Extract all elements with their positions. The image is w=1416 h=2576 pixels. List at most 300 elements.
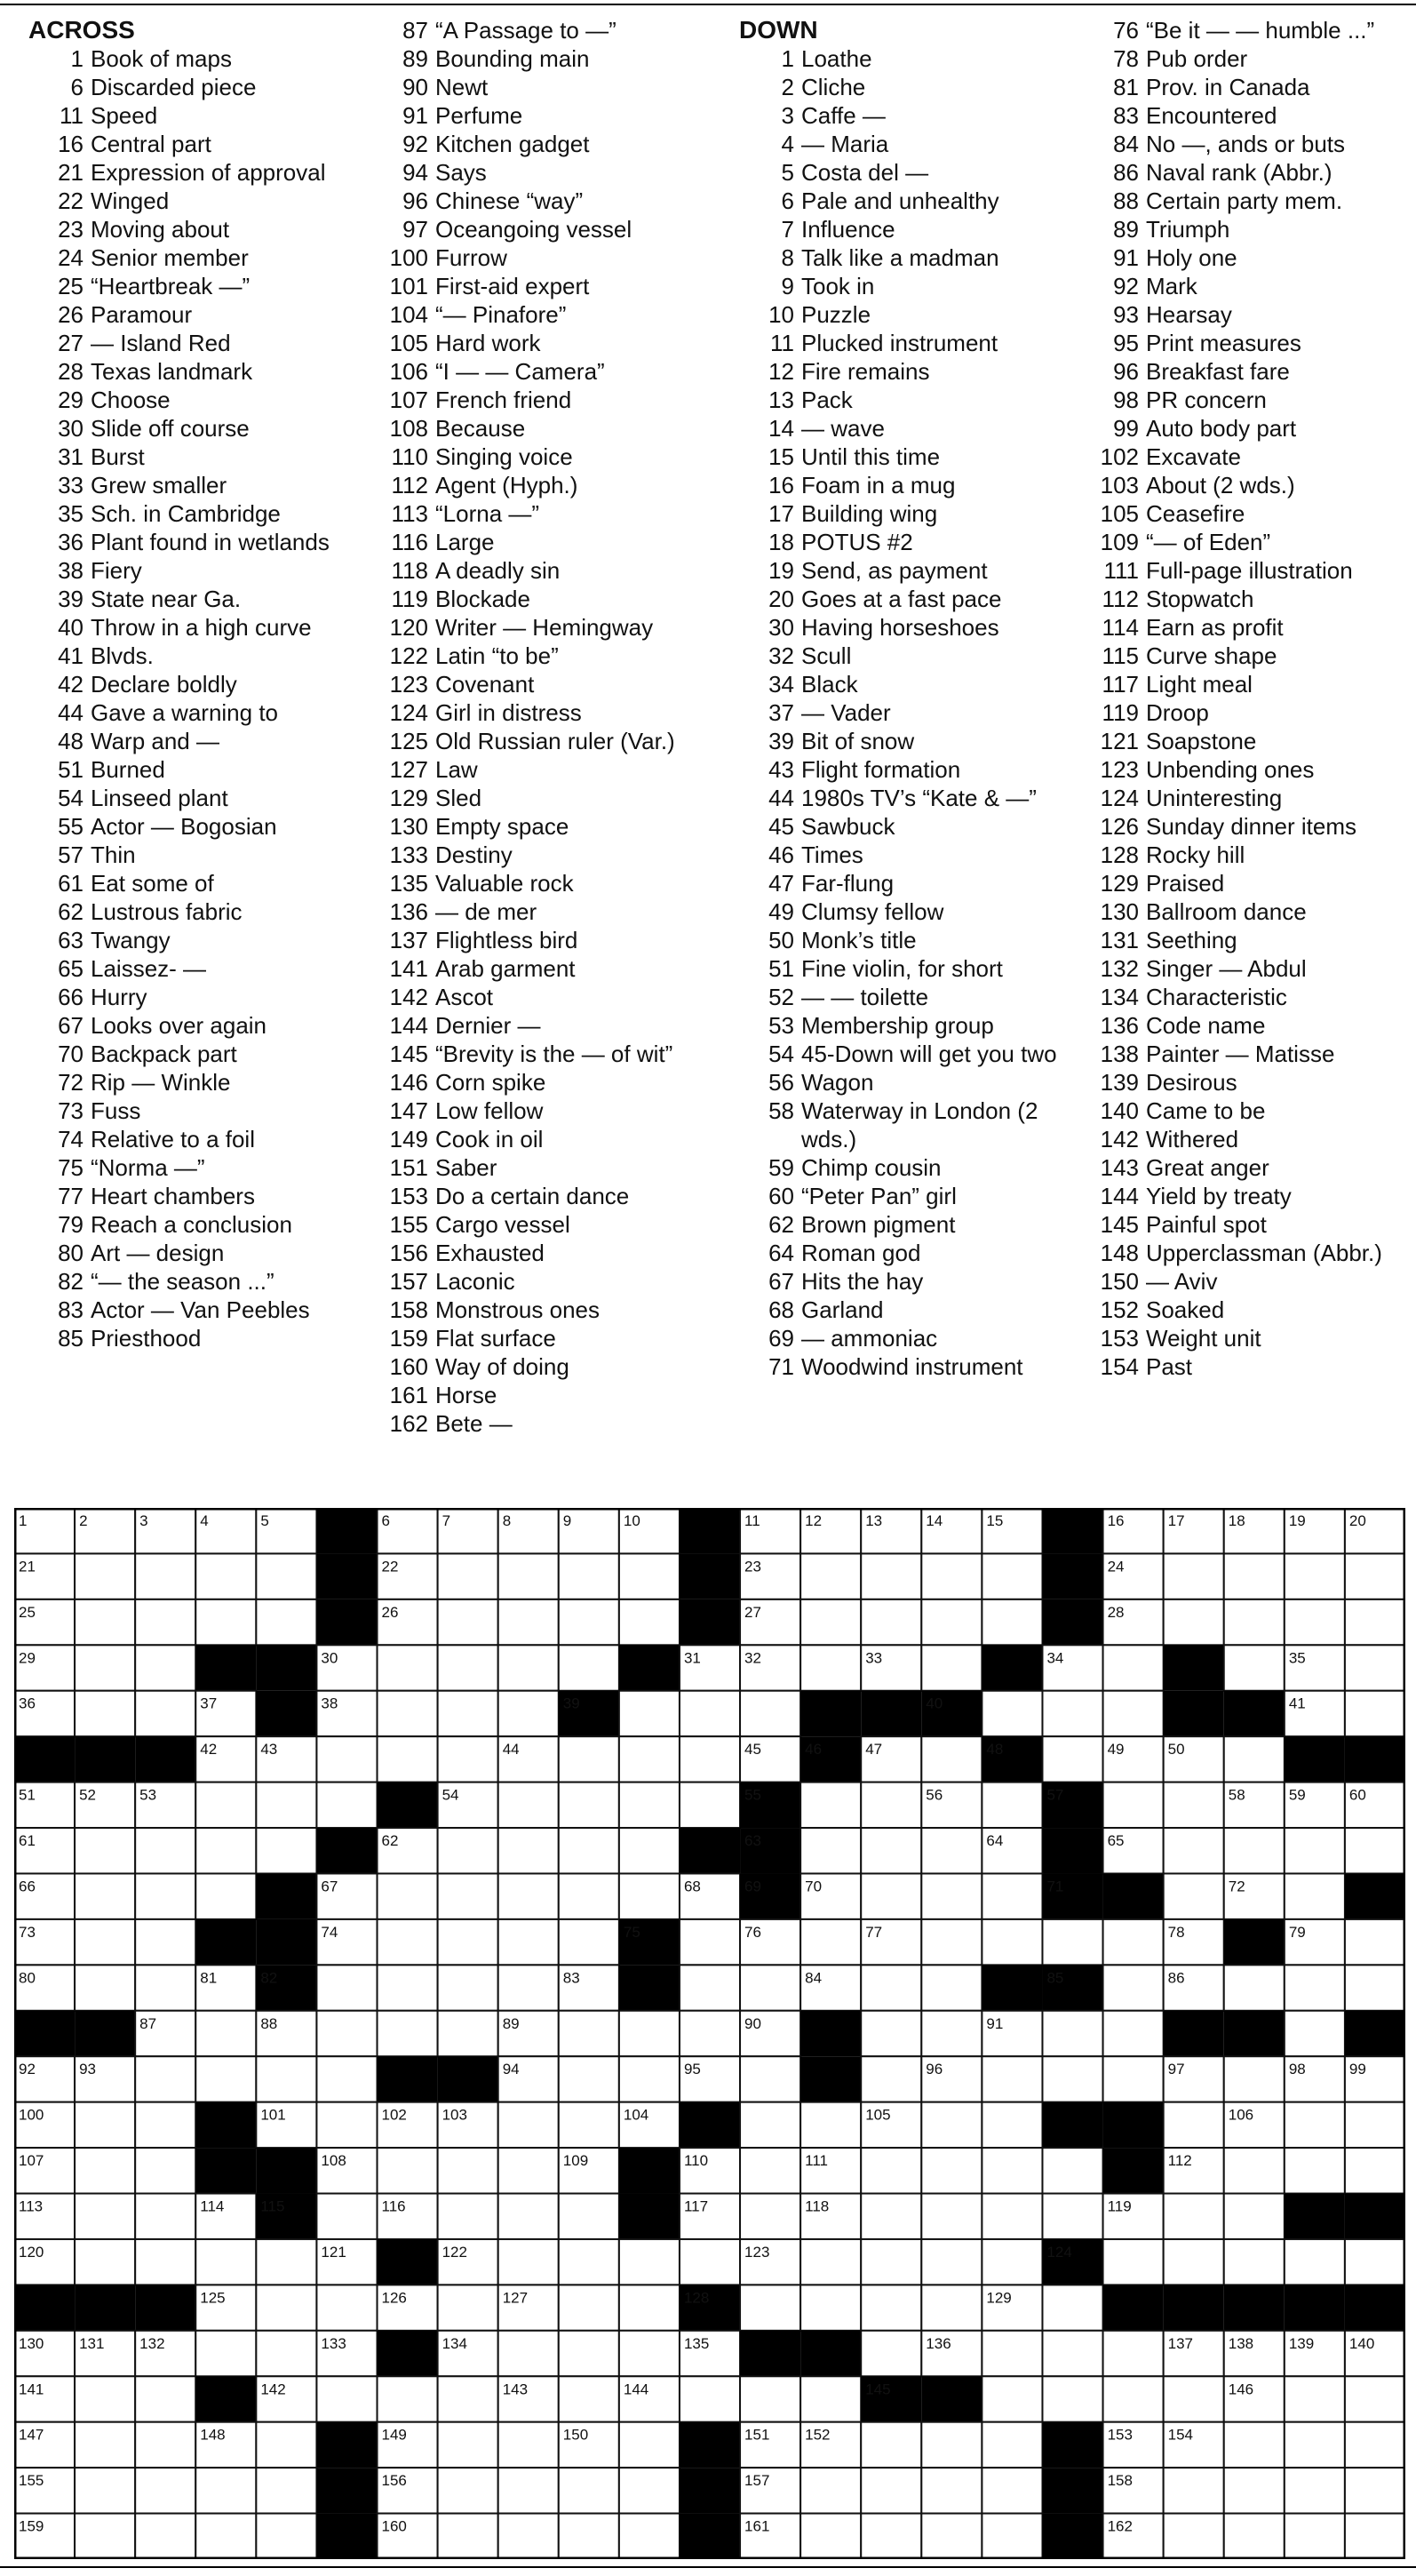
grid-cell[interactable] bbox=[982, 2376, 1042, 2421]
grid-cell[interactable] bbox=[1164, 2194, 1224, 2239]
cell-number: 22 bbox=[381, 1558, 399, 1575]
grid-cell[interactable] bbox=[316, 2011, 377, 2056]
grid-cell[interactable] bbox=[438, 2422, 498, 2468]
clue-text: Fire remains bbox=[801, 358, 930, 385]
grid-cell[interactable] bbox=[135, 2422, 195, 2468]
grid-cell[interactable] bbox=[75, 1691, 135, 1736]
grid-cell[interactable] bbox=[195, 1553, 256, 1599]
grid-cell[interactable] bbox=[921, 1873, 982, 1918]
grid-cell[interactable] bbox=[800, 2239, 861, 2285]
grid-cell[interactable] bbox=[498, 2102, 559, 2148]
grid-cell[interactable] bbox=[861, 2056, 921, 2101]
grid-cell[interactable] bbox=[75, 1828, 135, 1873]
grid-cell[interactable] bbox=[619, 2514, 680, 2559]
grid-cell[interactable] bbox=[1103, 1782, 1164, 1828]
grid-cell[interactable] bbox=[861, 1599, 921, 1645]
grid-cell[interactable] bbox=[1164, 1553, 1224, 1599]
grid-cell[interactable] bbox=[619, 2422, 680, 2468]
grid-cell[interactable] bbox=[1345, 1828, 1405, 1873]
grid-cell[interactable] bbox=[1164, 1599, 1224, 1645]
grid-cell[interactable] bbox=[559, 1782, 619, 1828]
grid-cell[interactable] bbox=[75, 1599, 135, 1645]
grid-cell[interactable] bbox=[559, 2331, 619, 2376]
grid-cell[interactable] bbox=[1224, 1736, 1285, 1782]
grid-cell[interactable] bbox=[498, 2468, 559, 2513]
grid-cell[interactable] bbox=[982, 2331, 1042, 2376]
grid-cell[interactable] bbox=[861, 1965, 921, 2010]
grid-cell[interactable] bbox=[1285, 2376, 1345, 2421]
grid-cell[interactable] bbox=[861, 1828, 921, 1873]
grid-cell[interactable] bbox=[195, 1782, 256, 1828]
grid-cell[interactable] bbox=[498, 1553, 559, 1599]
grid-cell[interactable] bbox=[1345, 2102, 1405, 2148]
grid-cell[interactable] bbox=[559, 2468, 619, 2513]
grid-cell[interactable] bbox=[316, 2056, 377, 2101]
grid-cell[interactable] bbox=[1345, 2376, 1405, 2421]
grid-cell[interactable] bbox=[316, 1782, 377, 1828]
grid-cell[interactable] bbox=[438, 2285, 498, 2330]
grid-cell[interactable] bbox=[75, 2376, 135, 2421]
grid-cell[interactable] bbox=[135, 2514, 195, 2559]
grid-cell[interactable] bbox=[1224, 2194, 1285, 2239]
grid-cell[interactable] bbox=[1103, 2331, 1164, 2376]
grid-cell[interactable] bbox=[800, 1553, 861, 1599]
grid-cell[interactable] bbox=[1042, 1691, 1102, 1736]
grid-cell[interactable] bbox=[559, 2194, 619, 2239]
grid-cell[interactable] bbox=[559, 2376, 619, 2421]
grid-cell[interactable] bbox=[1103, 2056, 1164, 2101]
grid-cell[interactable] bbox=[195, 1828, 256, 1873]
grid-cell[interactable] bbox=[559, 2285, 619, 2330]
grid-cell[interactable] bbox=[1042, 2056, 1102, 2101]
grid-cell[interactable] bbox=[1103, 2011, 1164, 2056]
grid-cell[interactable] bbox=[982, 2422, 1042, 2468]
grid-cell[interactable] bbox=[135, 1599, 195, 1645]
grid-cell[interactable] bbox=[680, 1782, 740, 1828]
grid-cell[interactable] bbox=[1042, 2376, 1102, 2421]
grid-cell[interactable] bbox=[619, 1782, 680, 1828]
grid-cell[interactable] bbox=[680, 2239, 740, 2285]
grid-cell[interactable] bbox=[1042, 2194, 1102, 2239]
grid-cell[interactable] bbox=[740, 2194, 800, 2239]
grid-cell[interactable] bbox=[619, 2011, 680, 2056]
grid-cell[interactable] bbox=[498, 1873, 559, 1918]
grid-cell[interactable] bbox=[135, 2239, 195, 2285]
grid-cell[interactable] bbox=[438, 2194, 498, 2239]
grid-cell[interactable] bbox=[316, 1736, 377, 1782]
grid-cell[interactable] bbox=[316, 2102, 377, 2148]
grid-cell[interactable] bbox=[559, 2102, 619, 2148]
grid-cell[interactable] bbox=[498, 2331, 559, 2376]
grid-cell[interactable] bbox=[740, 2148, 800, 2193]
grid-cell[interactable] bbox=[619, 2239, 680, 2285]
grid-cell[interactable] bbox=[861, 2011, 921, 2056]
grid-cell[interactable] bbox=[861, 1553, 921, 1599]
grid-cell[interactable] bbox=[316, 2376, 377, 2421]
grid-cell[interactable] bbox=[378, 1691, 438, 1736]
grid-cell[interactable] bbox=[861, 2194, 921, 2239]
grid-cell[interactable] bbox=[378, 1965, 438, 2010]
grid-cell[interactable] bbox=[619, 1873, 680, 1918]
grid-cell[interactable] bbox=[1224, 2422, 1285, 2468]
grid-cell[interactable] bbox=[1042, 2011, 1102, 2056]
grid-cell[interactable] bbox=[680, 1919, 740, 1965]
grid-cell[interactable] bbox=[921, 1828, 982, 1873]
grid-cell[interactable] bbox=[861, 2514, 921, 2559]
grid-cell[interactable] bbox=[740, 1691, 800, 1736]
grid-cell[interactable] bbox=[861, 2468, 921, 2513]
grid-cell[interactable] bbox=[256, 2239, 316, 2285]
grid-cell[interactable] bbox=[316, 2285, 377, 2330]
clue-number: 152 bbox=[1100, 1296, 1139, 1323]
grid-cell[interactable] bbox=[559, 1828, 619, 1873]
grid-cell[interactable] bbox=[256, 2285, 316, 2330]
grid-cell[interactable] bbox=[982, 2194, 1042, 2239]
grid-cell[interactable] bbox=[982, 2056, 1042, 2101]
clue-text: Encountered bbox=[1146, 102, 1277, 129]
grid-cell[interactable] bbox=[680, 1965, 740, 2010]
grid-cell[interactable] bbox=[619, 1828, 680, 1873]
grid-cell[interactable] bbox=[378, 1645, 438, 1690]
grid-cell[interactable] bbox=[921, 2514, 982, 2559]
grid-cell[interactable] bbox=[195, 2056, 256, 2101]
grid-cell[interactable] bbox=[1224, 1553, 1285, 1599]
grid-cell[interactable] bbox=[75, 1965, 135, 2010]
grid-cell[interactable] bbox=[559, 1873, 619, 1918]
grid-cell[interactable] bbox=[1345, 2148, 1405, 2193]
grid-cell[interactable] bbox=[438, 1828, 498, 1873]
grid-cell[interactable] bbox=[982, 2514, 1042, 2559]
grid-cell[interactable] bbox=[135, 2056, 195, 2101]
grid-cell[interactable] bbox=[75, 2239, 135, 2285]
grid-cell[interactable] bbox=[1285, 2514, 1345, 2559]
grid-cell[interactable] bbox=[921, 2422, 982, 2468]
grid-cell[interactable] bbox=[740, 2102, 800, 2148]
grid-cell[interactable] bbox=[559, 2239, 619, 2285]
grid-cell[interactable] bbox=[1164, 2239, 1224, 2285]
grid-cell[interactable] bbox=[438, 2514, 498, 2559]
grid-cell[interactable] bbox=[75, 2102, 135, 2148]
grid-cell[interactable] bbox=[861, 2422, 921, 2468]
grid-cell[interactable] bbox=[921, 2194, 982, 2239]
grid-cell[interactable] bbox=[438, 2011, 498, 2056]
grid-cell[interactable] bbox=[1224, 2468, 1285, 2513]
grid-cell[interactable] bbox=[1345, 2422, 1405, 2468]
grid-cell[interactable] bbox=[619, 1553, 680, 1599]
grid-cell[interactable] bbox=[1224, 1828, 1285, 1873]
grid-cell[interactable] bbox=[256, 1599, 316, 1645]
grid-cell[interactable] bbox=[1042, 2148, 1102, 2193]
grid-cell[interactable] bbox=[800, 1828, 861, 1873]
grid-cell[interactable] bbox=[498, 2194, 559, 2239]
grid-cell[interactable] bbox=[982, 1553, 1042, 1599]
grid-cell[interactable] bbox=[438, 1553, 498, 1599]
grid-cell[interactable] bbox=[256, 2468, 316, 2513]
clue-number: 99 bbox=[1113, 415, 1139, 442]
grid-cell[interactable] bbox=[1285, 1873, 1345, 1918]
grid-cell[interactable] bbox=[982, 1919, 1042, 1965]
grid-cell[interactable] bbox=[1042, 2285, 1102, 2330]
grid-cell[interactable] bbox=[195, 2468, 256, 2513]
grid-cell[interactable] bbox=[498, 1599, 559, 1645]
grid-cell[interactable] bbox=[316, 2194, 377, 2239]
grid-cell[interactable] bbox=[1103, 2376, 1164, 2421]
grid-cell[interactable] bbox=[921, 2285, 982, 2330]
grid-cell[interactable] bbox=[680, 1691, 740, 1736]
grid-cell[interactable] bbox=[1224, 1965, 1285, 2010]
grid-cell[interactable] bbox=[378, 2376, 438, 2421]
grid-cell[interactable] bbox=[1345, 1645, 1405, 1690]
grid-cell[interactable] bbox=[1345, 1553, 1405, 1599]
grid-cell[interactable] bbox=[438, 1919, 498, 1965]
grid-cell[interactable] bbox=[619, 1691, 680, 1736]
grid-cell[interactable] bbox=[378, 1873, 438, 1918]
clue-down-34 bbox=[739, 670, 1090, 698]
grid-cell[interactable] bbox=[800, 1599, 861, 1645]
grid-cell[interactable] bbox=[619, 1736, 680, 1782]
grid-cell[interactable] bbox=[1285, 2102, 1345, 2148]
grid-cell[interactable] bbox=[800, 2102, 861, 2148]
grid-cell[interactable] bbox=[740, 2056, 800, 2101]
grid-cell[interactable] bbox=[1285, 1553, 1345, 1599]
grid-cell[interactable] bbox=[1224, 2239, 1285, 2285]
grid-cell[interactable] bbox=[438, 2376, 498, 2421]
grid-cell[interactable] bbox=[982, 1873, 1042, 1918]
grid-cell[interactable] bbox=[498, 2422, 559, 2468]
grid-cell[interactable] bbox=[1345, 1691, 1405, 1736]
grid-cell[interactable] bbox=[559, 1736, 619, 1782]
grid-cell[interactable] bbox=[740, 2376, 800, 2421]
grid-cell[interactable] bbox=[256, 1553, 316, 1599]
grid-cell[interactable] bbox=[619, 2056, 680, 2101]
grid-cell[interactable] bbox=[498, 1645, 559, 1690]
grid-cell[interactable] bbox=[1224, 2056, 1285, 2101]
grid-cell[interactable] bbox=[498, 2514, 559, 2559]
grid-cell[interactable] bbox=[921, 1736, 982, 1782]
grid-cell[interactable] bbox=[861, 2148, 921, 2193]
grid-cell[interactable] bbox=[1042, 1736, 1102, 1782]
grid-cell[interactable] bbox=[1285, 2011, 1345, 2056]
grid-cell[interactable] bbox=[921, 1965, 982, 2010]
grid-cell[interactable] bbox=[438, 2468, 498, 2513]
grid-cell[interactable] bbox=[921, 1645, 982, 1690]
grid-cell[interactable] bbox=[800, 2376, 861, 2421]
grid-cell[interactable] bbox=[982, 2468, 1042, 2513]
grid-cell[interactable] bbox=[680, 2376, 740, 2421]
grid-cell[interactable] bbox=[680, 1736, 740, 1782]
grid-cell[interactable] bbox=[982, 2102, 1042, 2148]
grid-cell[interactable] bbox=[861, 1782, 921, 1828]
grid-cell[interactable] bbox=[135, 1965, 195, 2010]
grid-cell[interactable] bbox=[438, 2148, 498, 2193]
clue-across-54 bbox=[28, 784, 379, 812]
grid-cell[interactable] bbox=[135, 2148, 195, 2193]
grid-cell[interactable] bbox=[1164, 2514, 1224, 2559]
grid-cell[interactable] bbox=[921, 2239, 982, 2285]
grid-cell[interactable] bbox=[1224, 1599, 1285, 1645]
grid-cell[interactable] bbox=[921, 2102, 982, 2148]
grid-cell[interactable] bbox=[256, 2422, 316, 2468]
grid-cell[interactable] bbox=[740, 2285, 800, 2330]
grid-cell[interactable] bbox=[800, 1782, 861, 1828]
grid-cell[interactable] bbox=[438, 1873, 498, 1918]
grid-cell[interactable] bbox=[378, 2011, 438, 2056]
grid-cell[interactable] bbox=[256, 2056, 316, 2101]
grid-cell[interactable] bbox=[195, 1873, 256, 1918]
clue-text: Fuss bbox=[91, 1097, 141, 1124]
grid-cell[interactable] bbox=[498, 2239, 559, 2285]
grid-cell[interactable] bbox=[498, 1919, 559, 1965]
grid-cell[interactable] bbox=[921, 1919, 982, 1965]
grid-cell[interactable] bbox=[1103, 2239, 1164, 2285]
grid-cell[interactable] bbox=[135, 2376, 195, 2421]
grid-cell[interactable] bbox=[982, 2239, 1042, 2285]
grid-cell[interactable] bbox=[1345, 1965, 1405, 2010]
grid-cell[interactable] bbox=[256, 1782, 316, 1828]
grid-cell[interactable] bbox=[1345, 1599, 1405, 1645]
grid-cell[interactable] bbox=[195, 2514, 256, 2559]
grid-cell[interactable] bbox=[75, 2194, 135, 2239]
grid-cell[interactable] bbox=[1164, 2102, 1224, 2148]
grid-cell[interactable] bbox=[438, 1736, 498, 1782]
grid-cell[interactable] bbox=[861, 2239, 921, 2285]
grid-cell[interactable] bbox=[800, 1919, 861, 1965]
grid-cell[interactable] bbox=[800, 2514, 861, 2559]
grid-cell[interactable] bbox=[921, 2148, 982, 2193]
grid-cell[interactable] bbox=[1164, 1782, 1224, 1828]
grid-cell[interactable] bbox=[135, 2468, 195, 2513]
grid-cell[interactable] bbox=[1285, 2468, 1345, 2513]
grid-cell[interactable] bbox=[559, 2514, 619, 2559]
grid-cell[interactable] bbox=[135, 2194, 195, 2239]
grid-cell[interactable] bbox=[680, 2011, 740, 2056]
grid-cell[interactable] bbox=[498, 1782, 559, 1828]
grid-cell[interactable] bbox=[1164, 2376, 1224, 2421]
grid-cell[interactable] bbox=[1285, 2239, 1345, 2285]
grid-cell[interactable] bbox=[438, 1965, 498, 2010]
grid-cell[interactable] bbox=[619, 1599, 680, 1645]
grid-cell[interactable] bbox=[1285, 1965, 1345, 2010]
grid-cell[interactable] bbox=[75, 2514, 135, 2559]
grid-cell[interactable] bbox=[921, 1553, 982, 1599]
grid-cell[interactable] bbox=[195, 2239, 256, 2285]
grid-cell[interactable] bbox=[1345, 1919, 1405, 1965]
grid-cell[interactable] bbox=[135, 1553, 195, 1599]
grid-cell[interactable] bbox=[135, 1828, 195, 1873]
grid-cell[interactable] bbox=[800, 2285, 861, 2330]
grid-cell[interactable] bbox=[800, 1645, 861, 1690]
grid-cell[interactable] bbox=[559, 1599, 619, 1645]
grid-cell[interactable] bbox=[1103, 1645, 1164, 1690]
grid-cell[interactable] bbox=[75, 1919, 135, 1965]
grid-cell[interactable] bbox=[75, 2422, 135, 2468]
clue-across-108 bbox=[373, 414, 724, 443]
grid-cell[interactable] bbox=[378, 2148, 438, 2193]
grid-cell[interactable] bbox=[1103, 1965, 1164, 2010]
grid-cell[interactable] bbox=[1285, 2422, 1345, 2468]
grid-cell[interactable] bbox=[1042, 2331, 1102, 2376]
grid-cell[interactable] bbox=[982, 1599, 1042, 1645]
grid-cell[interactable] bbox=[619, 2285, 680, 2330]
grid-cell[interactable] bbox=[316, 1965, 377, 2010]
grid-cell[interactable] bbox=[135, 1691, 195, 1736]
grid-cell[interactable] bbox=[378, 1919, 438, 1965]
clue-across-91 bbox=[373, 101, 724, 130]
grid-cell[interactable] bbox=[559, 2056, 619, 2101]
clue-number: 8 bbox=[781, 244, 794, 271]
grid-cell[interactable] bbox=[498, 1691, 559, 1736]
grid-cell[interactable] bbox=[75, 1553, 135, 1599]
grid-cell[interactable] bbox=[861, 2285, 921, 2330]
grid-cell[interactable] bbox=[559, 1919, 619, 1965]
grid-cell[interactable] bbox=[1285, 2148, 1345, 2193]
grid-cell[interactable] bbox=[195, 2011, 256, 2056]
grid-cell[interactable] bbox=[438, 1691, 498, 1736]
grid-cell[interactable] bbox=[559, 1553, 619, 1599]
grid-cell[interactable] bbox=[1224, 2514, 1285, 2559]
clue-text: No —, ands or buts bbox=[1146, 131, 1345, 157]
grid-cell[interactable] bbox=[438, 1645, 498, 1690]
grid-cell[interactable] bbox=[75, 2148, 135, 2193]
grid-cell[interactable] bbox=[982, 2148, 1042, 2193]
grid-cell[interactable] bbox=[1345, 2239, 1405, 2285]
grid-cell[interactable] bbox=[982, 1782, 1042, 1828]
grid-cell[interactable] bbox=[1345, 2468, 1405, 2513]
grid-cell[interactable] bbox=[1224, 2148, 1285, 2193]
grid-cell[interactable] bbox=[1164, 2468, 1224, 2513]
grid-cell[interactable] bbox=[438, 1599, 498, 1645]
grid-cell[interactable] bbox=[1103, 1919, 1164, 1965]
grid-cell[interactable] bbox=[800, 2468, 861, 2513]
grid-cell[interactable] bbox=[75, 1873, 135, 1918]
grid-cell[interactable] bbox=[1285, 1828, 1345, 1873]
grid-cell[interactable] bbox=[921, 1599, 982, 1645]
grid-cell[interactable] bbox=[1103, 1691, 1164, 1736]
grid-cell[interactable] bbox=[921, 2468, 982, 2513]
grid-cell[interactable] bbox=[135, 1919, 195, 1965]
grid-cell[interactable] bbox=[1345, 2514, 1405, 2559]
grid-cell[interactable] bbox=[1224, 1645, 1285, 1690]
grid-cell[interactable] bbox=[195, 1599, 256, 1645]
grid-cell[interactable] bbox=[619, 2468, 680, 2513]
grid-cell[interactable] bbox=[75, 2468, 135, 2513]
grid-cell[interactable] bbox=[861, 2331, 921, 2376]
grid-cell[interactable] bbox=[378, 1736, 438, 1782]
grid-cell[interactable] bbox=[559, 1645, 619, 1690]
grid-cell[interactable] bbox=[559, 2011, 619, 2056]
grid-cell[interactable] bbox=[861, 1873, 921, 1918]
grid-cell[interactable] bbox=[1164, 1828, 1224, 1873]
grid-cell[interactable] bbox=[1164, 1873, 1224, 1918]
grid-cell[interactable] bbox=[498, 1965, 559, 2010]
grid-cell[interactable] bbox=[921, 2011, 982, 2056]
grid-cell[interactable] bbox=[135, 2102, 195, 2148]
grid-cell[interactable] bbox=[256, 2514, 316, 2559]
grid-cell[interactable] bbox=[619, 2331, 680, 2376]
grid-cell[interactable] bbox=[982, 1691, 1042, 1736]
grid-cell[interactable] bbox=[1042, 1919, 1102, 1965]
grid-cell[interactable] bbox=[75, 1645, 135, 1690]
grid-cell[interactable] bbox=[256, 1828, 316, 1873]
grid-cell[interactable] bbox=[135, 1645, 195, 1690]
grid-cell[interactable] bbox=[256, 2331, 316, 2376]
grid-cell[interactable] bbox=[498, 1828, 559, 1873]
grid-cell[interactable] bbox=[135, 1873, 195, 1918]
grid-cell[interactable] bbox=[498, 2148, 559, 2193]
grid-cell[interactable] bbox=[1285, 1599, 1345, 1645]
grid-cell[interactable] bbox=[740, 1965, 800, 2010]
grid-cell[interactable] bbox=[195, 2331, 256, 2376]
